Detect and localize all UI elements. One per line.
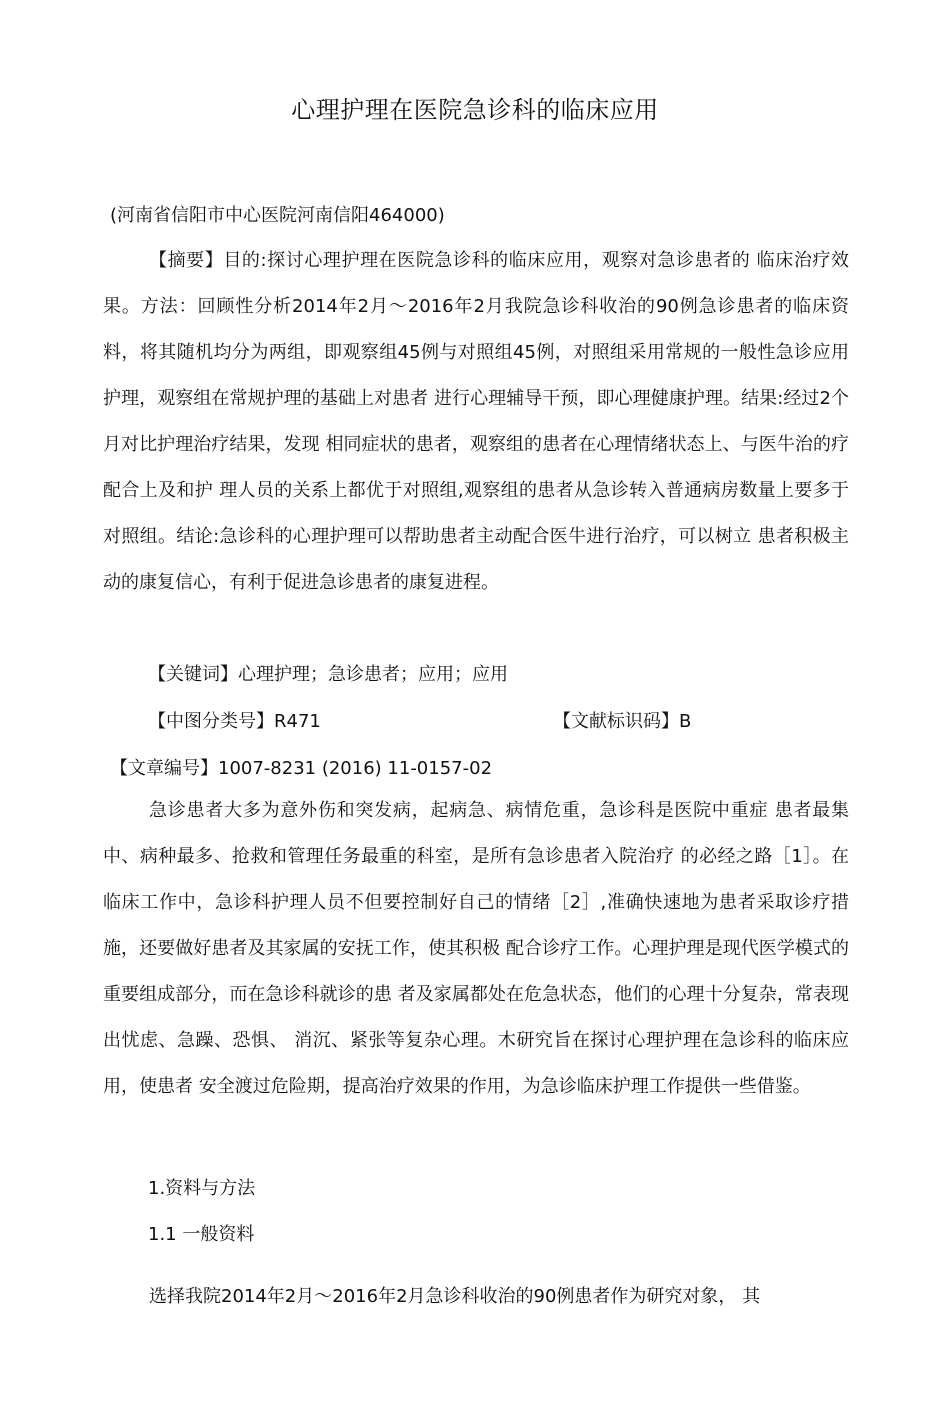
article-number-line: 【文章编号】1007-8231 (2016) 11-0157-02: [110, 758, 493, 779]
section-heading: 1.资料与方法: [148, 1178, 256, 1199]
affiliation: (河南省信阳市中心医院河南信阳464000): [110, 205, 445, 226]
intro-paragraph: 急诊患者大多为意外伤和突发病，起病急、病情危重，急诊科是医院中重症 患者最集中、病种最多、抢救和管理任务最重的科室，是所有急诊患者入院治疗 的必经之路［1］。在临床工作中，急诊科护理人员不但要控制好自己的情绪［2］,准确快速地为患者采取诊疗措施，还要做好患者及其家属的安抚工作，使其积极 配合诊疗工作。心理护理是现代医学模式的重要组成部分，而在急诊科就诊的患 者及家属都处在危急状态，他们的心理十分复杂，常表现出忧虑、急躁、恐惧、 消沉、紧张等复杂心理。木研究旨在探讨心理护理在急诊科的临床应用，使患者 安全渡过危险期，提高治疗效果的作用，为急诊临床护理工作提供一些借鉴。: [103, 800, 849, 1097]
body-paragraph: 选择我院2014年2月〜2016年2月急诊科收治的90例患者作为研究对象， 其: [149, 1286, 761, 1307]
subsection-heading: 1.1 一般资料: [148, 1224, 255, 1245]
clc-number-line: 【中图分类号】R471: [148, 711, 321, 732]
document-code-line: 【文献标识码】B: [553, 711, 692, 732]
abstract-paragraph: 【摘要】目的:探讨心理护理在医院急诊科的临床应用，观察对急诊患者的 临床治疗效果。方法：回顾性分析2014年2月〜2016年2月我院急诊科收治的90例急诊患者的临床资料，将其随机均分为两组，即观察组45例与对照组45例，对照组采用常规的一般性急诊应用护理，观察组在常规护理的基础上对患者 进行心理辅导干预，即心理健康护理。结果:经过2个月对比护理治疗结果，发现 相同症状的患者，观察组的患者在心理情绪状态上、与医牛治的疗配合上及和护 理人员的关系上都优于对照组,观察组的患者从急诊转入普通病房数量上要多于 对照组。结论:急诊科的心理护理可以帮助患者主动配合医牛进行治疗，可以树立 患者积极主动的康复信心，有利于促进急诊患者的康复进程。: [103, 250, 849, 593]
paper-title: 心理护理在医院急诊科的临床应用: [291, 96, 659, 124]
keywords-line: 【关键词】心理护理；急诊患者；应用；应用: [148, 664, 508, 685]
